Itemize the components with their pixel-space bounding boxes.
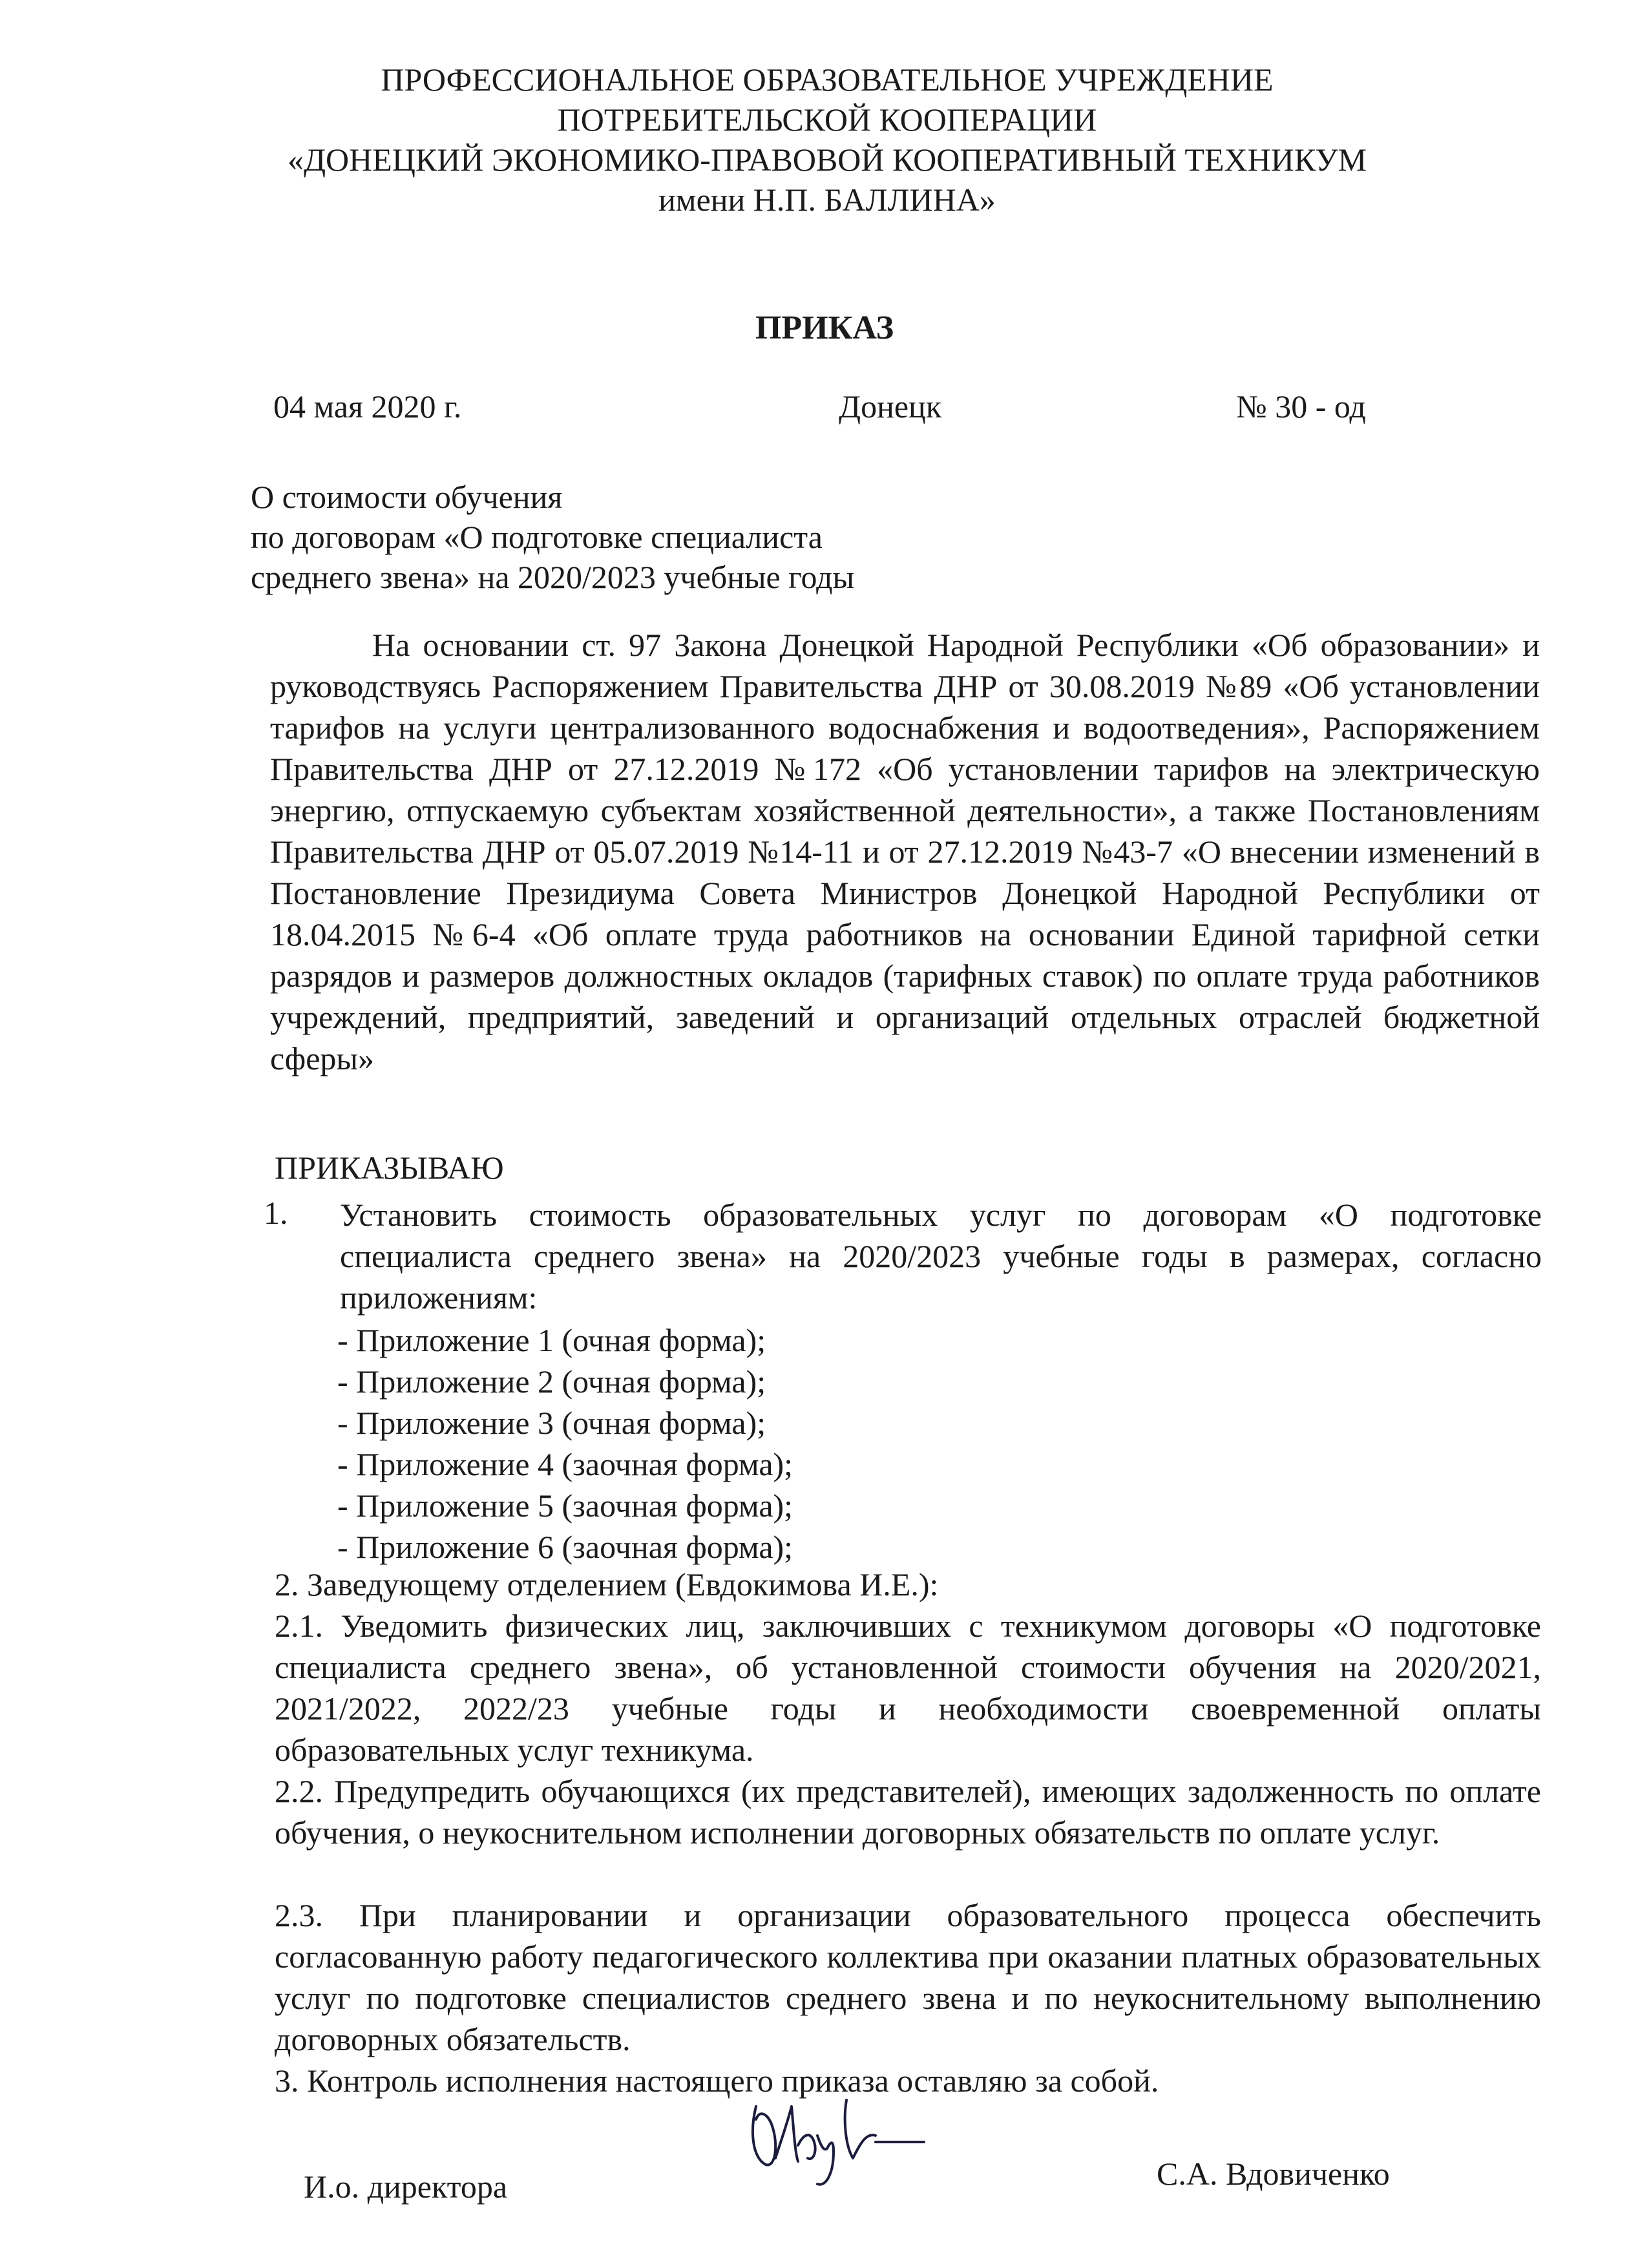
appendix-item: - Приложение 1 (очная форма); — [337, 1322, 766, 1358]
header-line-3: «ДОНЕЦКИЙ ЭКОНОМИКО-ПРАВОВОЙ КООПЕРАТИВНЫЙ ТЕХНИКУМ — [287, 142, 1367, 178]
document-date: 04 мая 2020 г. — [273, 388, 462, 425]
item2-heading: 2. Заведующему отделением (Евдокимова И.Е.): — [275, 1566, 939, 1602]
document-subject — [251, 477, 854, 597]
subject-line-1: О стоимости обучения — [251, 479, 563, 515]
appendix-item: - Приложение 3 (очная форма); — [337, 1405, 766, 1441]
signatory-role: И.о. директора — [304, 2168, 508, 2205]
item2-3-paragraph: 2.3. При планировании и организации образовательного процесса обеспечить согласованную работу педагогического коллектива при оказании платных образовательных услуг по подготовке специалистов среднего звена и по неукоснительному выполнению договорных обязательств. — [275, 1897, 1541, 2057]
subject-line-2: по договорам «О подготовке специалиста — [251, 519, 823, 555]
header-line-2: ПОТРЕБИТЕЛЬСКОЙ КООПЕРАЦИИ — [557, 101, 1097, 138]
signatory-name: С.А. Вдовиченко — [1157, 2156, 1390, 2192]
item2-2-paragraph: 2.2. Предупредить обучающихся (их представителей), имеющих задолженность по оплате обучения, о неукоснительном исполнении договорных обязательств по оплате услуг. — [275, 1773, 1541, 1851]
subject-line-3: среднего звена» на 2020/2023 учебные годы — [251, 559, 855, 595]
document-city: Донецк — [839, 388, 942, 425]
institution-header — [246, 59, 1409, 220]
item2-1-paragraph: 2.1. Уведомить физических лиц, заключивших с техникумом договоры «О подготовке специалиста среднего звена», об установленной стоимости обучения на 2020/2021, 2021/2022, 2022/23 учебные годы и необходимости своевременной оплаты образовательных услуг техникума. — [275, 1608, 1541, 1768]
appendix-item: - Приложение 2 (очная форма); — [337, 1363, 766, 1400]
item1-text: Установить стоимость образовательных услуг по договорам «О подготовке специалиста среднего звена» на 2020/2023 учебные годы в размерах, согласно приложениям: — [340, 1197, 1542, 1316]
handwritten-signature-icon — [737, 2081, 930, 2190]
item3-paragraph: 3. Контроль исполнения настоящего приказа оставляю за собой. — [275, 2063, 1159, 2099]
appendix-item: - Приложение 5 (заочная форма); — [337, 1487, 793, 1524]
header-line-1: ПРОФЕССИОНАЛЬНОЕ ОБРАЗОВАТЕЛЬНОЕ УЧРЕЖДЕНИЕ — [381, 61, 1274, 98]
appendix-item: - Приложение 6 (заочная форма); — [337, 1529, 793, 1565]
preamble-paragraph: На основании ст. 97 Закона Донецкой Народной Республики «Об образовании» и руководствуясь Распоряжением Правительства ДНР от 30.08.2019 №89 «Об установлении тарифов на услуги централизованного водоснабжения и водоотведения», Распоряжением Правительства ДНР от 27.12.2019 №172 «Об установлении тарифов на электрическую энергию, отпускаемую субъектам хозяйственной деятельности», а также Постановлениям Правительства ДНР от 05.07.2019 №14-11 и от 27.12.2019 №43-7 «О внесении изменений в Постановление Президиума Совета Министров Донецкой Народной Республики от 18.04.2015 №6-4 «Об оплате труда работников на основании Единой тарифной сетки разрядов и размеров должностных окладов (тарифных ставок) по оплате труда работников учреждений, предприятий, заведений и организаций отдельных отраслей бюджетной сферы» — [270, 627, 1540, 1076]
item1-number: 1. — [264, 1195, 288, 1231]
order-word: ПРИКАЗЫВАЮ — [275, 1150, 504, 1186]
document-number: № 30 - од — [1236, 388, 1366, 425]
appendix-item: - Приложение 4 (заочная форма); — [337, 1446, 793, 1482]
header-line-4: имени Н.П. БАЛЛИНА» — [658, 182, 996, 218]
appendix-list — [337, 1319, 793, 1568]
document-title: ПРИКАЗ — [755, 310, 894, 346]
